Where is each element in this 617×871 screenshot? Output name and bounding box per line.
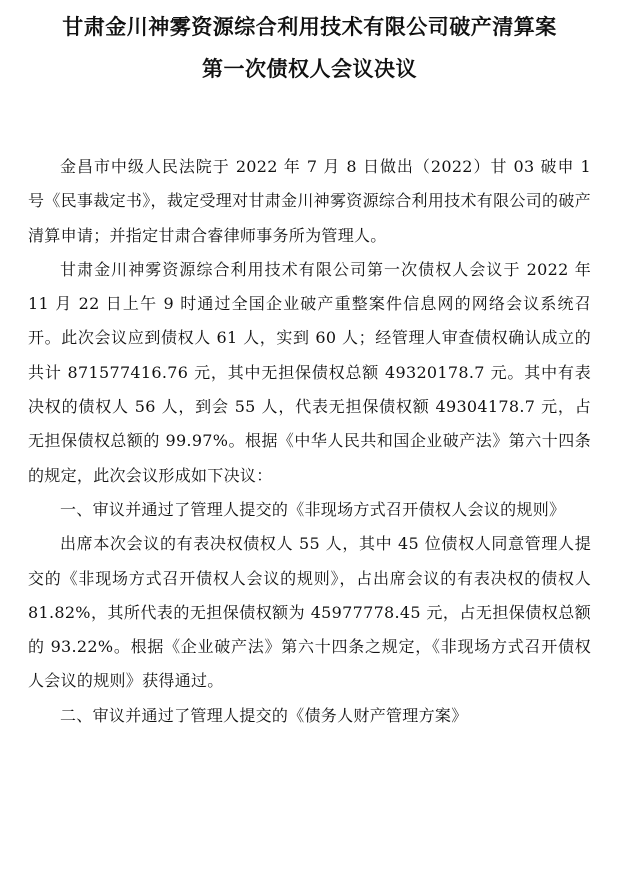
paragraph-resolution-1-vote: 出席本次会议的有表决权债权人 55 人，其中 45 位债权人同意管理人提交的《非现场方式召开债权人会议的规则》，占出席会议的有表决权的债权人 81.82%，其所代表的无担保债权额为 45977778.45 元，占无担保债权总额的 93.22%。根据《企业破产法》第六十四条之规定，《非现场方式召开债权人会议的规则》获得通过。: [28, 534, 591, 691]
document-body: [28, 150, 591, 733]
document-title: [28, 6, 591, 90]
title-line-2: 第一次债权人会议决议: [202, 57, 417, 81]
resolution-heading-2: 二、审议并通过了管理人提交的《债务人财产管理方案》: [60, 705, 468, 725]
resolution-heading-1: 一、审议并通过了管理人提交的《非现场方式召开债权人会议的规则》: [60, 499, 566, 519]
paragraph-court-ruling: 金昌市中级人民法院于 2022 年 7 月 8 日做出（2022）甘 03 破申 1 号《民事裁定书》，裁定受理对甘肃金川神雾资源综合利用技术有限公司的破产清算申请；并指定甘肃合睿律师事务所为管理人。: [28, 157, 591, 245]
title-line-1: 甘肃金川神雾资源综合利用技术有限公司破产清算案: [62, 15, 557, 39]
paragraph-meeting-info: 甘肃金川神雾资源综合利用技术有限公司第一次债权人会议于 2022 年 11 月 22 日上午 9 时通过全国企业破产重整案件信息网的网络会议系统召开。此次会议应到债权人 61 人，实到 60 人；经管理人审查债权确认成立的共计 871577416.76 元，其中无担保债权总额 49320178.7 元。其中有表决权的债权人 56 人，到会 55 人，代表无担保债权额 49304178.7 元，占无担保债权总额的 99.97%。根据《中华人民共和国企业破产法》第六十四条的规定，此次会议形成如下决议：: [28, 259, 592, 485]
